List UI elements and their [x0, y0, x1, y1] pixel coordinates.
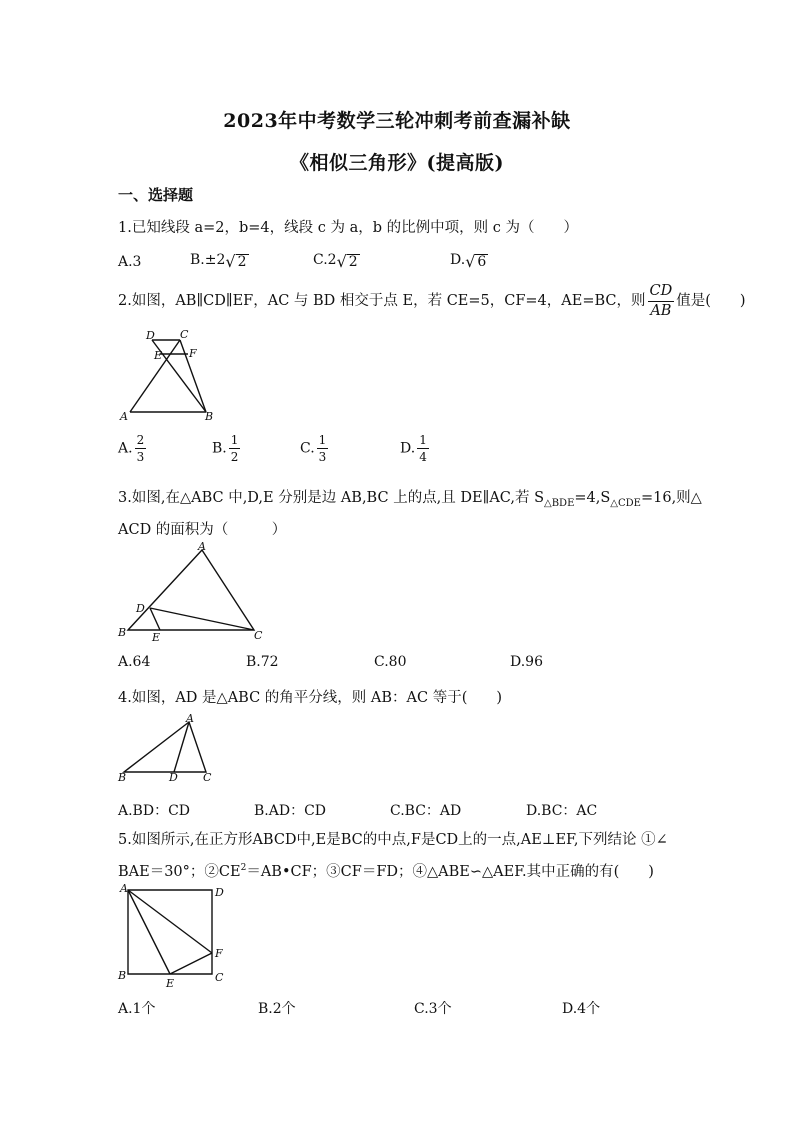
q2-label-d: D — [146, 329, 155, 342]
q2-figure — [116, 328, 220, 424]
q2-option-b: B. $\frac{1}{2}$ — [212, 433, 239, 464]
q2-option-d: D. $\frac{1}{4}$ — [400, 433, 427, 464]
q5-label-d: D — [215, 886, 224, 899]
q3-option-a: A.64 — [118, 654, 151, 670]
q2-label-f: F — [189, 347, 197, 360]
question-1-text: 1.已知线段 a=2，b=4，线段 c 为 a，b 的比例中项，则 c 为（ ） — [118, 220, 578, 236]
q5-figure — [116, 882, 230, 990]
page-title: 2023年中考数学三轮冲刺考前查漏补缺 — [223, 110, 571, 132]
section-heading: 一、选择题 — [118, 186, 194, 204]
q3-label-d: D — [136, 602, 145, 615]
q5-option-a: A.1个 — [118, 1001, 156, 1017]
question-5-text: 5.如图所示,在正方形ABCD中,E是BC的中点,F是CD上的一点,AE⊥EF,下列结论 ①∠ — [118, 832, 668, 848]
q1-option-a: A.3 — [118, 254, 142, 270]
q5-option-b: B.2个 — [258, 1001, 296, 1017]
q5-label-e: E — [166, 977, 175, 990]
q2-label-c: C — [180, 328, 189, 341]
question-5-text-line2: BAE＝30°；$②CE^2=AB•CF$；③CF＝FD；④△ABE∽△AEF.其中正确的有( ) — [118, 863, 654, 880]
q4-figure — [116, 712, 220, 784]
q1-option-b: B.±2 √ 2 — [190, 252, 247, 271]
q2-label-a: A — [120, 410, 128, 423]
q4-label-b: B — [118, 771, 127, 784]
q2-label-b: B — [205, 410, 214, 423]
q5-option-c: C.3个 — [414, 1001, 452, 1017]
q2-option-a: A. $\frac{2}{3}$ — [118, 433, 145, 464]
q4-option-c: C.BC：AD — [390, 803, 462, 819]
q3-label-e: E — [152, 631, 161, 644]
q3-label-a: A — [198, 540, 206, 553]
question-3-text-line2: ACD 的面积为（ ） — [118, 522, 287, 538]
page-subtitle: 《相似三角形》(提高版) — [290, 152, 504, 174]
q3-option-b: B.72 — [246, 654, 279, 670]
q4-label-c: C — [203, 771, 212, 784]
q4-label-d: D — [169, 771, 178, 784]
q2-option-c: C. $\frac{1}{3}$ — [300, 433, 327, 464]
q5-label-a: A — [120, 882, 128, 895]
q1-option-d: D. √ 6 — [450, 252, 487, 271]
q4-label-a: A — [186, 712, 194, 725]
q3-figure — [116, 540, 266, 644]
q4-option-b: B.AD：CD — [254, 803, 327, 819]
q4-option-d: D.BC：AC — [526, 803, 598, 819]
q5-label-f: F — [215, 947, 223, 960]
question-4-text: 4.如图，AD 是△ABC 的角平分线，则 AB：AC 等于( ) — [118, 690, 503, 706]
q5-option-d: D.4个 — [562, 1001, 601, 1017]
q5-label-b: B — [118, 969, 127, 982]
q3-label-c: C — [254, 629, 263, 642]
question-2-text: 2.如图，AB∥CD∥EF，AC 与 BD 相交于点 E，若 CE=5，CF=4，AE=BC，则 $\frac{CD}{AB}$ 值是( ) — [118, 283, 746, 319]
q1-option-c: C.2 √ 2 — [313, 252, 358, 271]
q3-label-b: B — [118, 626, 127, 639]
q5-label-c: C — [215, 971, 224, 984]
question-3-text: 3.如图,在△ABC 中,D,E 分别是边 AB,BC 上的点,且 DE∥AC,若 $S_{\triangle BDE}=4,S_{\triangle CDE}=16$,则△ — [118, 490, 702, 509]
q4-option-a: A.BD：CD — [118, 803, 191, 819]
q3-option-d: D.96 — [510, 654, 543, 670]
q2-label-e: E — [154, 349, 163, 362]
q3-option-c: C.80 — [374, 654, 407, 670]
